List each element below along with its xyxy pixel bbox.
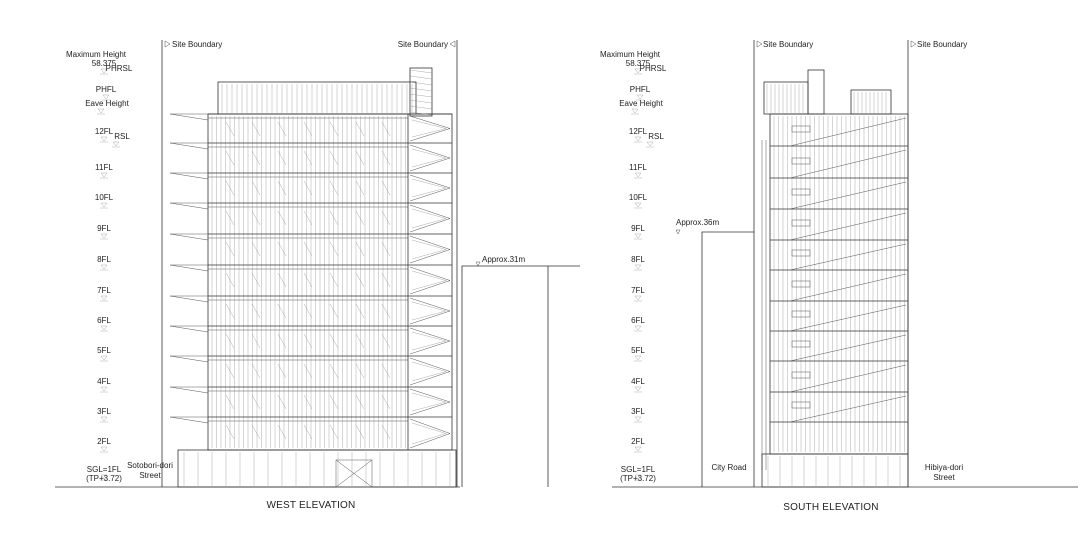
- west-brace-mark: [330, 151, 338, 165]
- south-level-tp: (TP+3.72): [620, 474, 656, 483]
- west-cantilever-taper: [170, 173, 208, 179]
- west-brace-mark: [382, 304, 390, 318]
- west-level-phfl: PHFL: [95, 85, 117, 94]
- west-brace-mark: [356, 122, 364, 136]
- south-level-marker-fl10-icon: [635, 203, 641, 207]
- west-stair-flight: [410, 298, 450, 324]
- west-level-sgl: SGL=1FL: [86, 465, 122, 474]
- west-external-stair: [408, 70, 450, 450]
- west-ground-floor: [178, 450, 456, 487]
- south-site-boundary-left-label: Site Boundary: [763, 40, 814, 49]
- west-level-fl9: 9FL: [97, 224, 111, 233]
- west-brace-mark: [382, 334, 390, 348]
- south-penthouse-right: [851, 90, 891, 114]
- west-brace-mark: [382, 425, 390, 439]
- south-level-fl8: 8FL: [631, 255, 645, 264]
- south-level-marker-eave-icon: [632, 109, 638, 113]
- west-cantilever-taper: [170, 265, 208, 271]
- west-stair-flight: [410, 116, 450, 141]
- south-level-sgl: SGL=1FL: [620, 465, 656, 474]
- west-stair-tower-tread: [410, 112, 432, 115]
- west-cantilever-taper: [170, 356, 208, 362]
- west-cantilever-taper: [170, 234, 208, 240]
- west-brace-mark: [356, 304, 364, 318]
- west-cantilever-taper: [170, 326, 208, 332]
- west-level-marker-fl5-icon: [101, 356, 107, 360]
- west-stair-flight: [410, 419, 450, 448]
- west-stair-flight: [410, 145, 450, 171]
- south-diagonal-taper: [790, 305, 906, 331]
- west-brace-mark: [330, 242, 338, 256]
- west-brace-mark: [278, 425, 286, 439]
- west-stair-rail: [412, 120, 446, 137]
- west-brace-mark: [278, 211, 286, 225]
- west-level-max_value: 58.375: [91, 59, 117, 68]
- west-stair-rail: [412, 149, 446, 167]
- west-brace-mark: [252, 122, 260, 136]
- west-brace-mark: [356, 395, 364, 409]
- west-brace-mark: [382, 242, 390, 256]
- west-brace-mark: [330, 395, 338, 409]
- west-brace-mark: [278, 122, 286, 136]
- west-stair-rail: [412, 302, 446, 320]
- west-brace-mark: [252, 425, 260, 439]
- west-elevation-title: WEST ELEVATION: [266, 500, 356, 511]
- south-level-marker-rsl-icon: [647, 142, 653, 146]
- west-stair-tower-tread: [410, 94, 432, 97]
- west-stair-tower-tread: [410, 88, 432, 91]
- west-stair-flight: [410, 358, 450, 385]
- west-stair-tower-top: [410, 68, 432, 116]
- west-brace-mark: [278, 181, 286, 195]
- west-brace-mark: [304, 122, 312, 136]
- west-penthouse-fins: [222, 84, 412, 113]
- west-brace-mark: [304, 242, 312, 256]
- south-elevation: [600, 40, 1078, 513]
- west-brace-mark: [356, 273, 364, 287]
- south-diagonal-taper: [790, 365, 906, 392]
- south-level-marker-fl9-icon: [635, 234, 641, 238]
- south-level-fl3: 3FL: [631, 407, 645, 416]
- west-brace-mark: [330, 122, 338, 136]
- west-brace-mark: [304, 211, 312, 225]
- west-stair-rail: [412, 362, 446, 381]
- south-building-facade: [762, 70, 908, 487]
- south-level-fl7: 7FL: [631, 286, 645, 295]
- west-brace-mark: [304, 334, 312, 348]
- west-brace-mark: [304, 273, 312, 287]
- west-level-fl12: 12FL: [94, 127, 114, 136]
- west-cantilever-taper: [170, 417, 208, 423]
- west-main-facade: [208, 114, 452, 450]
- south-level-marker-fl2-icon: [635, 447, 641, 451]
- west-level-marker-fl12-icon: [101, 137, 107, 141]
- west-brace-mark: [330, 181, 338, 195]
- west-level-fl8: 8FL: [97, 255, 111, 264]
- west-brace-mark: [304, 304, 312, 318]
- south-ground-floor-mullions: [768, 456, 900, 486]
- south-diagonal-taper: [790, 274, 906, 301]
- west-stair-rail: [412, 271, 446, 290]
- west-brace-mark: [356, 181, 364, 195]
- south-main-facade: [770, 114, 908, 454]
- west-brace-mark: [356, 151, 364, 165]
- west-level-fl10: 10FL: [94, 193, 114, 202]
- west-brace-mark: [382, 395, 390, 409]
- west-brace-mark: [304, 181, 312, 195]
- south-diagonal-taper: [790, 213, 906, 240]
- west-stair-flight: [410, 267, 450, 294]
- west-brace-mark: [278, 395, 286, 409]
- west-brace-mark: [356, 242, 364, 256]
- west-level-marker-rsl-icon: [113, 142, 119, 146]
- west-level-fl4: 4FL: [97, 377, 111, 386]
- west-level-marker-fl9-icon: [101, 234, 107, 238]
- south-level-fl9: 9FL: [631, 224, 645, 233]
- south-floor-slabs: [770, 118, 908, 422]
- south-level-fl10: 10FL: [628, 193, 648, 202]
- west-level-marker-fl8-icon: [101, 265, 107, 269]
- south-level-marker-fl3-icon: [635, 417, 641, 421]
- west-brace-mark: [252, 334, 260, 348]
- west-brace-mark: [382, 122, 390, 136]
- west-brace-mark: [330, 425, 338, 439]
- south-street-name-line2: Street: [933, 473, 955, 482]
- south-ground-floor: [762, 454, 908, 487]
- south-level-rsl: RSL: [648, 132, 664, 141]
- west-brace-mark: [330, 211, 338, 225]
- west-stair-flight: [410, 175, 450, 201]
- west-level-marker-fl11-icon: [101, 173, 107, 177]
- west-stair-rail: [412, 332, 446, 350]
- west-level-phrsl: PHRSL: [105, 64, 133, 73]
- west-level-eave: Eave Height: [85, 99, 129, 108]
- south-boundary-left-marker-icon: [757, 41, 762, 47]
- west-brace-mark: [382, 364, 390, 378]
- west-brace-mark: [252, 151, 260, 165]
- west-brace-mark: [278, 242, 286, 256]
- south-approx-height-label: Approx.36m: [676, 218, 720, 227]
- west-brace-mark: [330, 304, 338, 318]
- south-vertical-fins: [774, 116, 905, 452]
- west-brace-mark: [278, 151, 286, 165]
- west-brace-mark: [330, 364, 338, 378]
- west-brace-mark: [278, 334, 286, 348]
- west-cantilever-taper: [170, 387, 208, 393]
- west-level-marker-fl7-icon: [101, 296, 107, 300]
- south-level-fl4: 4FL: [631, 377, 645, 386]
- west-brace-mark: [304, 395, 312, 409]
- west-stair-rail: [412, 209, 446, 228]
- west-brace-mark: [356, 211, 364, 225]
- west-approx-marker-icon: [476, 262, 480, 266]
- west-level-fl7: 7FL: [97, 286, 111, 295]
- south-diagonal-taper: [790, 182, 906, 209]
- west-ground-floor-mullions: [184, 452, 450, 486]
- west-boundary-left-marker-icon: [165, 41, 170, 47]
- south-level-marker-fl5-icon: [635, 356, 641, 360]
- west-brace-mark: [382, 273, 390, 287]
- west-level-fl3: 3FL: [97, 407, 111, 416]
- west-brace-mark: [278, 304, 286, 318]
- west-neighbor-outline: [462, 266, 548, 487]
- west-brace-mark: [252, 181, 260, 195]
- south-stair-tower: [808, 70, 824, 114]
- west-level-labels: [66, 50, 133, 483]
- south-level-marker-fl11-icon: [635, 173, 641, 177]
- west-brace-mark: [382, 211, 390, 225]
- south-diagonal-taper: [790, 244, 906, 270]
- south-level-marker-fl6-icon: [635, 326, 641, 330]
- south-diagonal-taper: [790, 396, 906, 422]
- south-city-road-label: City Road: [711, 463, 747, 472]
- west-cantilever-taper: [170, 203, 208, 209]
- south-level-fl11: 11FL: [629, 163, 647, 172]
- south-site-boundary-right-label: Site Boundary: [917, 40, 968, 49]
- west-level-rsl: RSL: [114, 132, 130, 141]
- west-stair-tower-tread: [410, 76, 432, 79]
- west-site-boundary-left-label: Site Boundary: [172, 40, 223, 49]
- west-brace-mark: [278, 273, 286, 287]
- south-boundary-right-marker-icon: [911, 41, 916, 47]
- west-approx-height-label: Approx.31m: [482, 255, 526, 264]
- west-stair-flight: [410, 205, 450, 232]
- west-level-marker-fl10-icon: [101, 203, 107, 207]
- west-brace-mark: [356, 364, 364, 378]
- west-stair-flight: [410, 328, 450, 354]
- west-cantilever-taper: [170, 143, 208, 149]
- west-street-name-line1: Sotobori-dori: [127, 461, 173, 470]
- west-stair-rail: [412, 240, 446, 259]
- west-brace-mark: [304, 425, 312, 439]
- west-stair-tower-tread: [410, 100, 432, 103]
- west-vertical-fins: [212, 116, 406, 448]
- south-level-marker-fl7-icon: [635, 296, 641, 300]
- west-brace-mark: [330, 334, 338, 348]
- south-level-fl2: 2FL: [631, 437, 645, 446]
- south-penthouse-left: [764, 82, 808, 114]
- south-penthouse-fins: [767, 84, 886, 113]
- south-level-max_height: Maximum Height: [599, 50, 661, 59]
- west-brace-mark: [356, 334, 364, 348]
- west-brace-mark: [304, 151, 312, 165]
- south-level-max_value: 58.375: [625, 59, 651, 68]
- west-stair-rail: [412, 393, 446, 411]
- south-level-phrsl: PHRSL: [639, 64, 667, 73]
- south-neighbor-outline: [702, 232, 754, 487]
- south-diagonal-taper: [790, 335, 906, 361]
- west-brace-mark: [304, 364, 312, 378]
- west-stair-flight: [410, 389, 450, 415]
- south-level-eave: Eave Height: [619, 99, 663, 108]
- west-brace-mark: [252, 211, 260, 225]
- south-level-fl6: 6FL: [631, 316, 645, 325]
- west-stair-flight: [410, 236, 450, 263]
- south-level-marker-fl4-icon: [635, 387, 641, 391]
- west-cantilever-taper: [170, 296, 208, 302]
- south-elevation-title: SOUTH ELEVATION: [783, 502, 879, 513]
- west-level-marker-fl2-icon: [101, 447, 107, 451]
- west-boundary-right-marker-icon: [450, 41, 455, 47]
- south-approx-marker-icon: [676, 230, 680, 234]
- west-level-fl5: 5FL: [97, 346, 111, 355]
- west-brace-mark: [252, 395, 260, 409]
- west-site-boundary-right-label: Site Boundary: [397, 40, 448, 49]
- west-level-fl6: 6FL: [97, 316, 111, 325]
- west-level-fl11: 11FL: [95, 163, 113, 172]
- west-brace-mark: [382, 181, 390, 195]
- west-stair-tower-tread: [410, 106, 432, 109]
- west-level-marker-fl6-icon: [101, 326, 107, 330]
- west-brace-mark: [252, 364, 260, 378]
- south-level-labels: [600, 50, 667, 483]
- south-level-marker-fl12-icon: [635, 137, 641, 141]
- west-brace-mark: [252, 273, 260, 287]
- south-street-name-line1: Hibiya-dori: [924, 463, 964, 472]
- west-stair-tower-tread: [410, 70, 432, 73]
- west-cantilever-taper: [170, 114, 208, 120]
- west-level-marker-fl4-icon: [101, 387, 107, 391]
- west-building-facade: [170, 68, 456, 487]
- west-level-marker-eave-icon: [98, 109, 104, 113]
- west-brace-mark: [382, 151, 390, 165]
- west-brace-mark: [252, 304, 260, 318]
- south-level-fl12: 12FL: [628, 127, 648, 136]
- south-level-marker-fl8-icon: [635, 265, 641, 269]
- south-level-phfl: PHFL: [629, 85, 651, 94]
- west-level-max_height: Maximum Height: [65, 50, 127, 59]
- west-level-tp: (TP+3.72): [86, 474, 122, 483]
- west-brace-mark: [330, 273, 338, 287]
- west-street-name-line2: Street: [139, 471, 161, 480]
- west-brace-mark: [252, 242, 260, 256]
- west-level-marker-fl3-icon: [101, 417, 107, 421]
- west-brace-mark: [278, 364, 286, 378]
- west-stair-tower-tread: [410, 82, 432, 85]
- west-brace-mark: [356, 425, 364, 439]
- west-level-fl2: 2FL: [97, 437, 111, 446]
- west-stair-rail: [412, 179, 446, 197]
- south-level-fl5: 5FL: [631, 346, 645, 355]
- west-elevation: [55, 40, 580, 511]
